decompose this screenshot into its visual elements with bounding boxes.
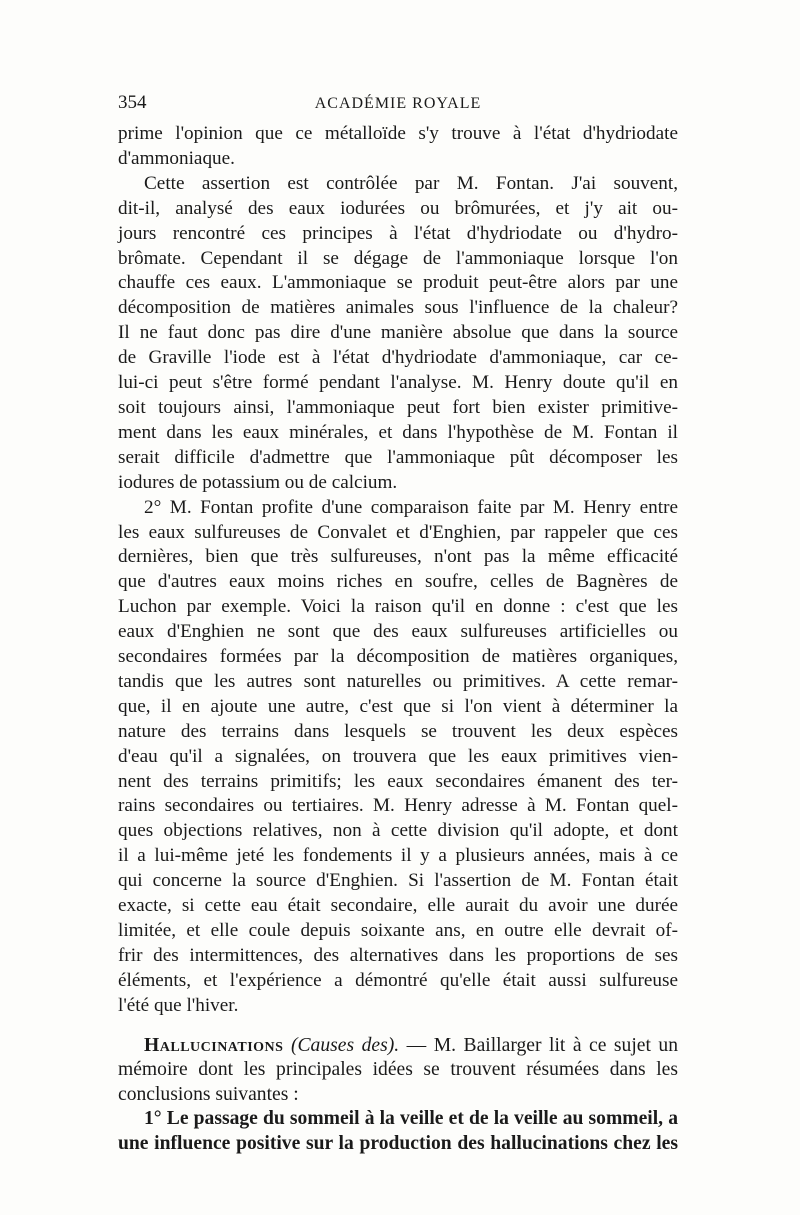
text-line: il a lui-même jeté les fondements il y a plusieurs années, mais à ce	[118, 845, 678, 867]
text-line: secondaires formées par la décomposition de matières organiques,	[118, 646, 678, 668]
text-line: eaux d'Enghien ne sont que des eaux sulfureuses artificielles ou	[118, 621, 678, 643]
text-line: ment dans les eaux minérales, et dans l'hypothèse de M. Fontan il	[118, 421, 678, 443]
text-line: jours rencontré ces principes à l'état d'hydriodate ou d'hydro-	[118, 222, 678, 244]
paragraph-1	[118, 122, 678, 172]
text-line: serait difficile d'admettre que l'ammoniaque pût décomposer les	[118, 446, 678, 468]
text-line: lui-ci peut s'être formé pendant l'analyse. M. Henry doute qu'il en	[118, 372, 678, 394]
text-line: de Graville l'iode est à l'état d'hydriodate d'ammoniaque, car ce-	[118, 347, 678, 369]
text-line: ques objections relatives, non à cette division qu'il adopte, et dont	[118, 820, 678, 842]
section-first-line-text: — M. Baillarger lit à ce sujet un	[399, 1034, 678, 1056]
text-line: Il ne faut donc pas dire d'une manière absolue que dans la source	[118, 322, 678, 344]
text-line: mémoire dont les principales idées se trouvent résumées dans les	[118, 1059, 678, 1081]
text-line: Cette assertion est contrôlée par M. Fontan. J'ai souvent,	[144, 172, 678, 194]
paragraph-3	[118, 496, 678, 1019]
text-line: Luchon par exemple. Voici la raison qu'il en donne : c'est que les	[118, 596, 678, 618]
text-line: décomposition de matières animales sous l'influence de la chaleur?	[118, 297, 678, 319]
text-line: conclusions suivantes :	[118, 1083, 299, 1105]
text-line: nature des terrains dans lesquels se trouvent les deux espèces	[118, 720, 678, 742]
page-header	[118, 92, 678, 120]
text-line: une influence positive sur la production des hallucinations chez les	[118, 1132, 678, 1154]
text-line: exacte, si cette eau était secondaire, elle aurait du avoir une durée	[118, 895, 678, 917]
text-line: dit-il, analysé des eaux iodurées ou brômurées, et j'y ait ou-	[118, 197, 678, 219]
text-line: nent des terrains primitifs; les eaux secondaires émanent des ter-	[118, 770, 678, 792]
text-line: les eaux sulfureuses de Convalet et d'Enghien, par rappeler que ces	[118, 521, 678, 543]
text-line: brômate. Cependant il se dégage de l'ammoniaque lorsque l'on	[118, 247, 678, 269]
text-line: frir des intermittences, des alternatives dans les proportions de ses	[118, 944, 678, 966]
text-line: limitée, et elle coule depuis soixante ans, en outre elle devrait of-	[118, 920, 678, 941]
running-title: ACADÉMIE ROYALE	[314, 95, 482, 112]
text-line: 1° Le passage du sommeil à la veille et de la veille au sommeil, a	[144, 1108, 678, 1130]
text-line: dernières, bien que très sulfureuses, n'ont pas la même efficacité	[118, 546, 678, 568]
text-line: tandis que les autres sont naturelles ou primitives. A cette remar-	[118, 670, 678, 692]
document-page	[118, 92, 678, 1156]
section-heading: Hallucinations	[144, 1034, 284, 1056]
text-line: que d'autres eaux moins riches en soufre, celles de Bagnères de	[118, 571, 678, 593]
text-line: d'ammoniaque.	[118, 147, 235, 169]
text-line: 2° M. Fontan profite d'une comparaison faite par M. Henry entre	[144, 496, 678, 518]
section-first-line	[118, 1034, 678, 1059]
text-line: iodures de potassium ou de calcium.	[118, 471, 398, 493]
page-number: 354	[118, 92, 147, 113]
text-line: rains secondaires ou tertiaires. M. Henry adresse à M. Fontan quel-	[118, 795, 678, 817]
text-line: qui concerne la source d'Enghien. Si l'assertion de M. Fontan était	[118, 870, 678, 892]
text-line: soit toujours ainsi, l'ammoniaque peut fort bien exister primitive-	[118, 396, 678, 418]
text-line: éléments, et l'expérience a démontré qu'elle était aussi sulfureuse	[118, 969, 678, 991]
text-line: prime l'opinion que ce métalloïde s'y trouve à l'état d'hydriodate	[118, 123, 678, 144]
text-line: d'eau qu'il a signalées, on trouvera que les eaux primitives vien-	[118, 745, 678, 767]
text-line: que, il en ajoute une autre, c'est que si l'on vient à déterminer la	[118, 695, 678, 717]
paragraph-2	[118, 172, 678, 496]
section-heading-italic: (Causes des).	[290, 1034, 400, 1056]
text-line: l'été que l'hiver.	[118, 994, 239, 1016]
text-line: chauffe ces eaux. L'ammoniaque se produit peut-être alors par une	[118, 272, 678, 294]
section-hallucinations	[118, 1034, 678, 1157]
